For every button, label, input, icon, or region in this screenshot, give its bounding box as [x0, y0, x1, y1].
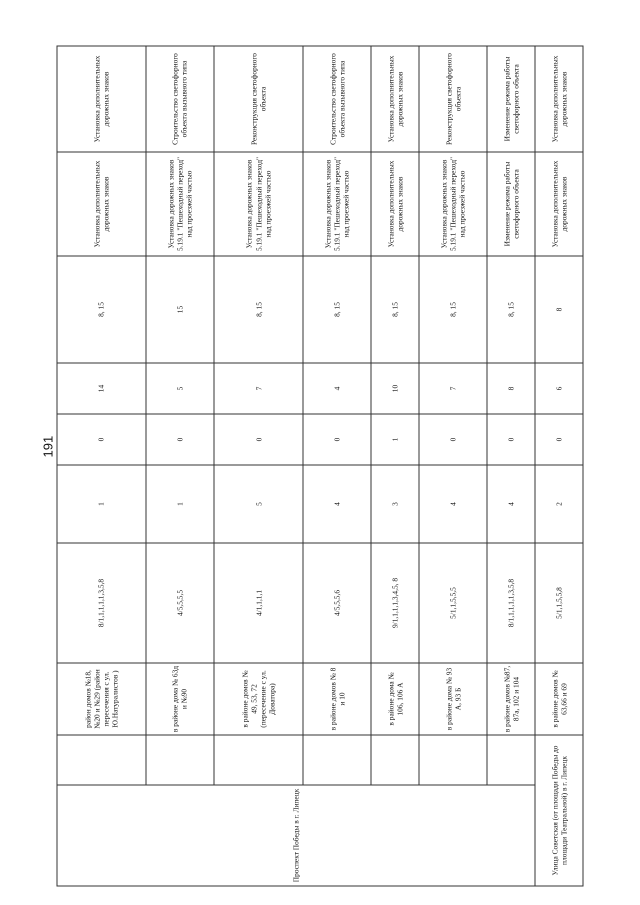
count-cell: 10 [371, 363, 419, 414]
result-cell: Установка дополнительных дорожных знаков [371, 46, 419, 152]
table-row [487, 46, 535, 886]
location-cell: в районе домов № 63,66 и 69 [535, 663, 583, 735]
empty-cell [57, 735, 146, 785]
table-row [146, 46, 214, 886]
result-cell: Изменение режима работы светофорного объекта [487, 46, 535, 152]
count-cell: 5 [214, 465, 303, 543]
empty-cell [303, 735, 371, 785]
count-cell: 4 [487, 465, 535, 543]
empty-cell [146, 735, 214, 785]
measure-cell: Установка дорожных знаков 5.19.1 "Пешеходный переход" над проезжей частью [303, 152, 371, 256]
factor-cell: 8, 15 [303, 256, 371, 363]
count-cell: 4 [303, 465, 371, 543]
result-cell: Строительство светофорного объекта вызывного типа [146, 46, 214, 152]
rotated-table-sheet [57, 46, 584, 886]
code-cell: 4/5,5,5,6 [303, 543, 371, 663]
measure-cell: Установка дорожных знаков 5.19.1 "Пешеходный переход" над проезжей частью [419, 152, 487, 256]
count-cell: 14 [57, 363, 146, 414]
count-cell: 3 [371, 465, 419, 543]
result-cell: Установка дополнительных дорожных знаков [535, 46, 583, 152]
table-row [57, 46, 146, 886]
table-row [371, 46, 419, 886]
factor-cell: 8 [535, 256, 583, 363]
count-cell: 0 [419, 414, 487, 465]
count-cell: 7 [419, 363, 487, 414]
code-cell: 4/5,5,5,5 [146, 543, 214, 663]
measure-cell: Установка дополнительных дорожных знаков [57, 152, 146, 256]
location-cell: в районе домов №87, 87а, 102 и 104 [487, 663, 535, 735]
table-row [214, 46, 303, 886]
factor-cell: 8, 15 [371, 256, 419, 363]
location-cell: район домов №18, №20 и №29 (район пересечения с ул. Ю.Натуралистов ) [57, 663, 146, 735]
location-cell: в районе дома № 63д и №90 [146, 663, 214, 735]
measure-cell: Установка дорожных знаков 5.19.1 "Пешеходный переход" над проезжей частью [146, 152, 214, 256]
table-row [419, 46, 487, 886]
count-cell: 4 [303, 363, 371, 414]
measure-cell: Установка дорожных знаков 5.19.1 "Пешеходный переход" над проезжей частью [214, 152, 303, 256]
count-cell: 4 [419, 465, 487, 543]
measure-cell: Изменение режима работы светофорного объекта [487, 152, 535, 256]
measure-cell: Установка дополнительных дорожных знаков [535, 152, 583, 256]
count-cell: 1 [146, 465, 214, 543]
count-cell: 0 [146, 414, 214, 465]
road-safety-table [57, 45, 584, 886]
code-cell: 8/1,1,1,1,1,3,5,8 [487, 543, 535, 663]
location-cell: в районе домов № 8 и 10 [303, 663, 371, 735]
location-cell: в районе дома № 106, 106 А [371, 663, 419, 735]
empty-cell [487, 735, 535, 785]
street-cell: Улица Советская (от площади Победы до площади Театральной) в г. Липецк [535, 735, 583, 886]
count-cell: 2 [535, 465, 583, 543]
empty-cell [214, 735, 303, 785]
code-cell: 5/1,1,5,5,8 [535, 543, 583, 663]
location-cell: в районе дома № 93 А, 93 Б [419, 663, 487, 735]
count-cell: 1 [57, 465, 146, 543]
count-cell: 0 [57, 414, 146, 465]
result-cell: Установка дополнительных дорожных знаков [57, 46, 146, 152]
count-cell: 0 [303, 414, 371, 465]
factor-cell: 8, 15 [57, 256, 146, 363]
result-cell: Реконструкция светофорного объекта [214, 46, 303, 152]
count-cell: 0 [535, 414, 583, 465]
factor-cell: 8, 15 [214, 256, 303, 363]
code-cell: 5/1,1,5,5,5 [419, 543, 487, 663]
table-row [303, 46, 371, 886]
factor-cell: 8, 15 [419, 256, 487, 363]
code-cell: 4/1,1,1,1 [214, 543, 303, 663]
page-number: 191 [40, 435, 56, 458]
result-cell: Строительство светофорного объекта вызывного типа [303, 46, 371, 152]
count-cell: 1 [371, 414, 419, 465]
empty-cell [371, 735, 419, 785]
empty-cell [419, 735, 487, 785]
count-cell: 5 [146, 363, 214, 414]
factor-cell: 15 [146, 256, 214, 363]
location-cell: в районе домов № 49, 53, 72 (пересечение с ул. Доватора) [214, 663, 303, 735]
measure-cell: Установка дополнительных дорожных знаков [371, 152, 419, 256]
code-cell: 8/1,1,1,1,1,3,5,8 [57, 543, 146, 663]
code-cell: 9/1,1,1,1,3,4,5, 8 [371, 543, 419, 663]
factor-cell: 8, 15 [487, 256, 535, 363]
street-cell: Проспект Победы в г. Липецк [57, 785, 535, 886]
count-cell: 7 [214, 363, 303, 414]
count-cell: 8 [487, 363, 535, 414]
count-cell: 0 [214, 414, 303, 465]
count-cell: 0 [487, 414, 535, 465]
count-cell: 6 [535, 363, 583, 414]
result-cell: Реконструкция светофорного объекта [419, 46, 487, 152]
table-row [535, 46, 583, 886]
